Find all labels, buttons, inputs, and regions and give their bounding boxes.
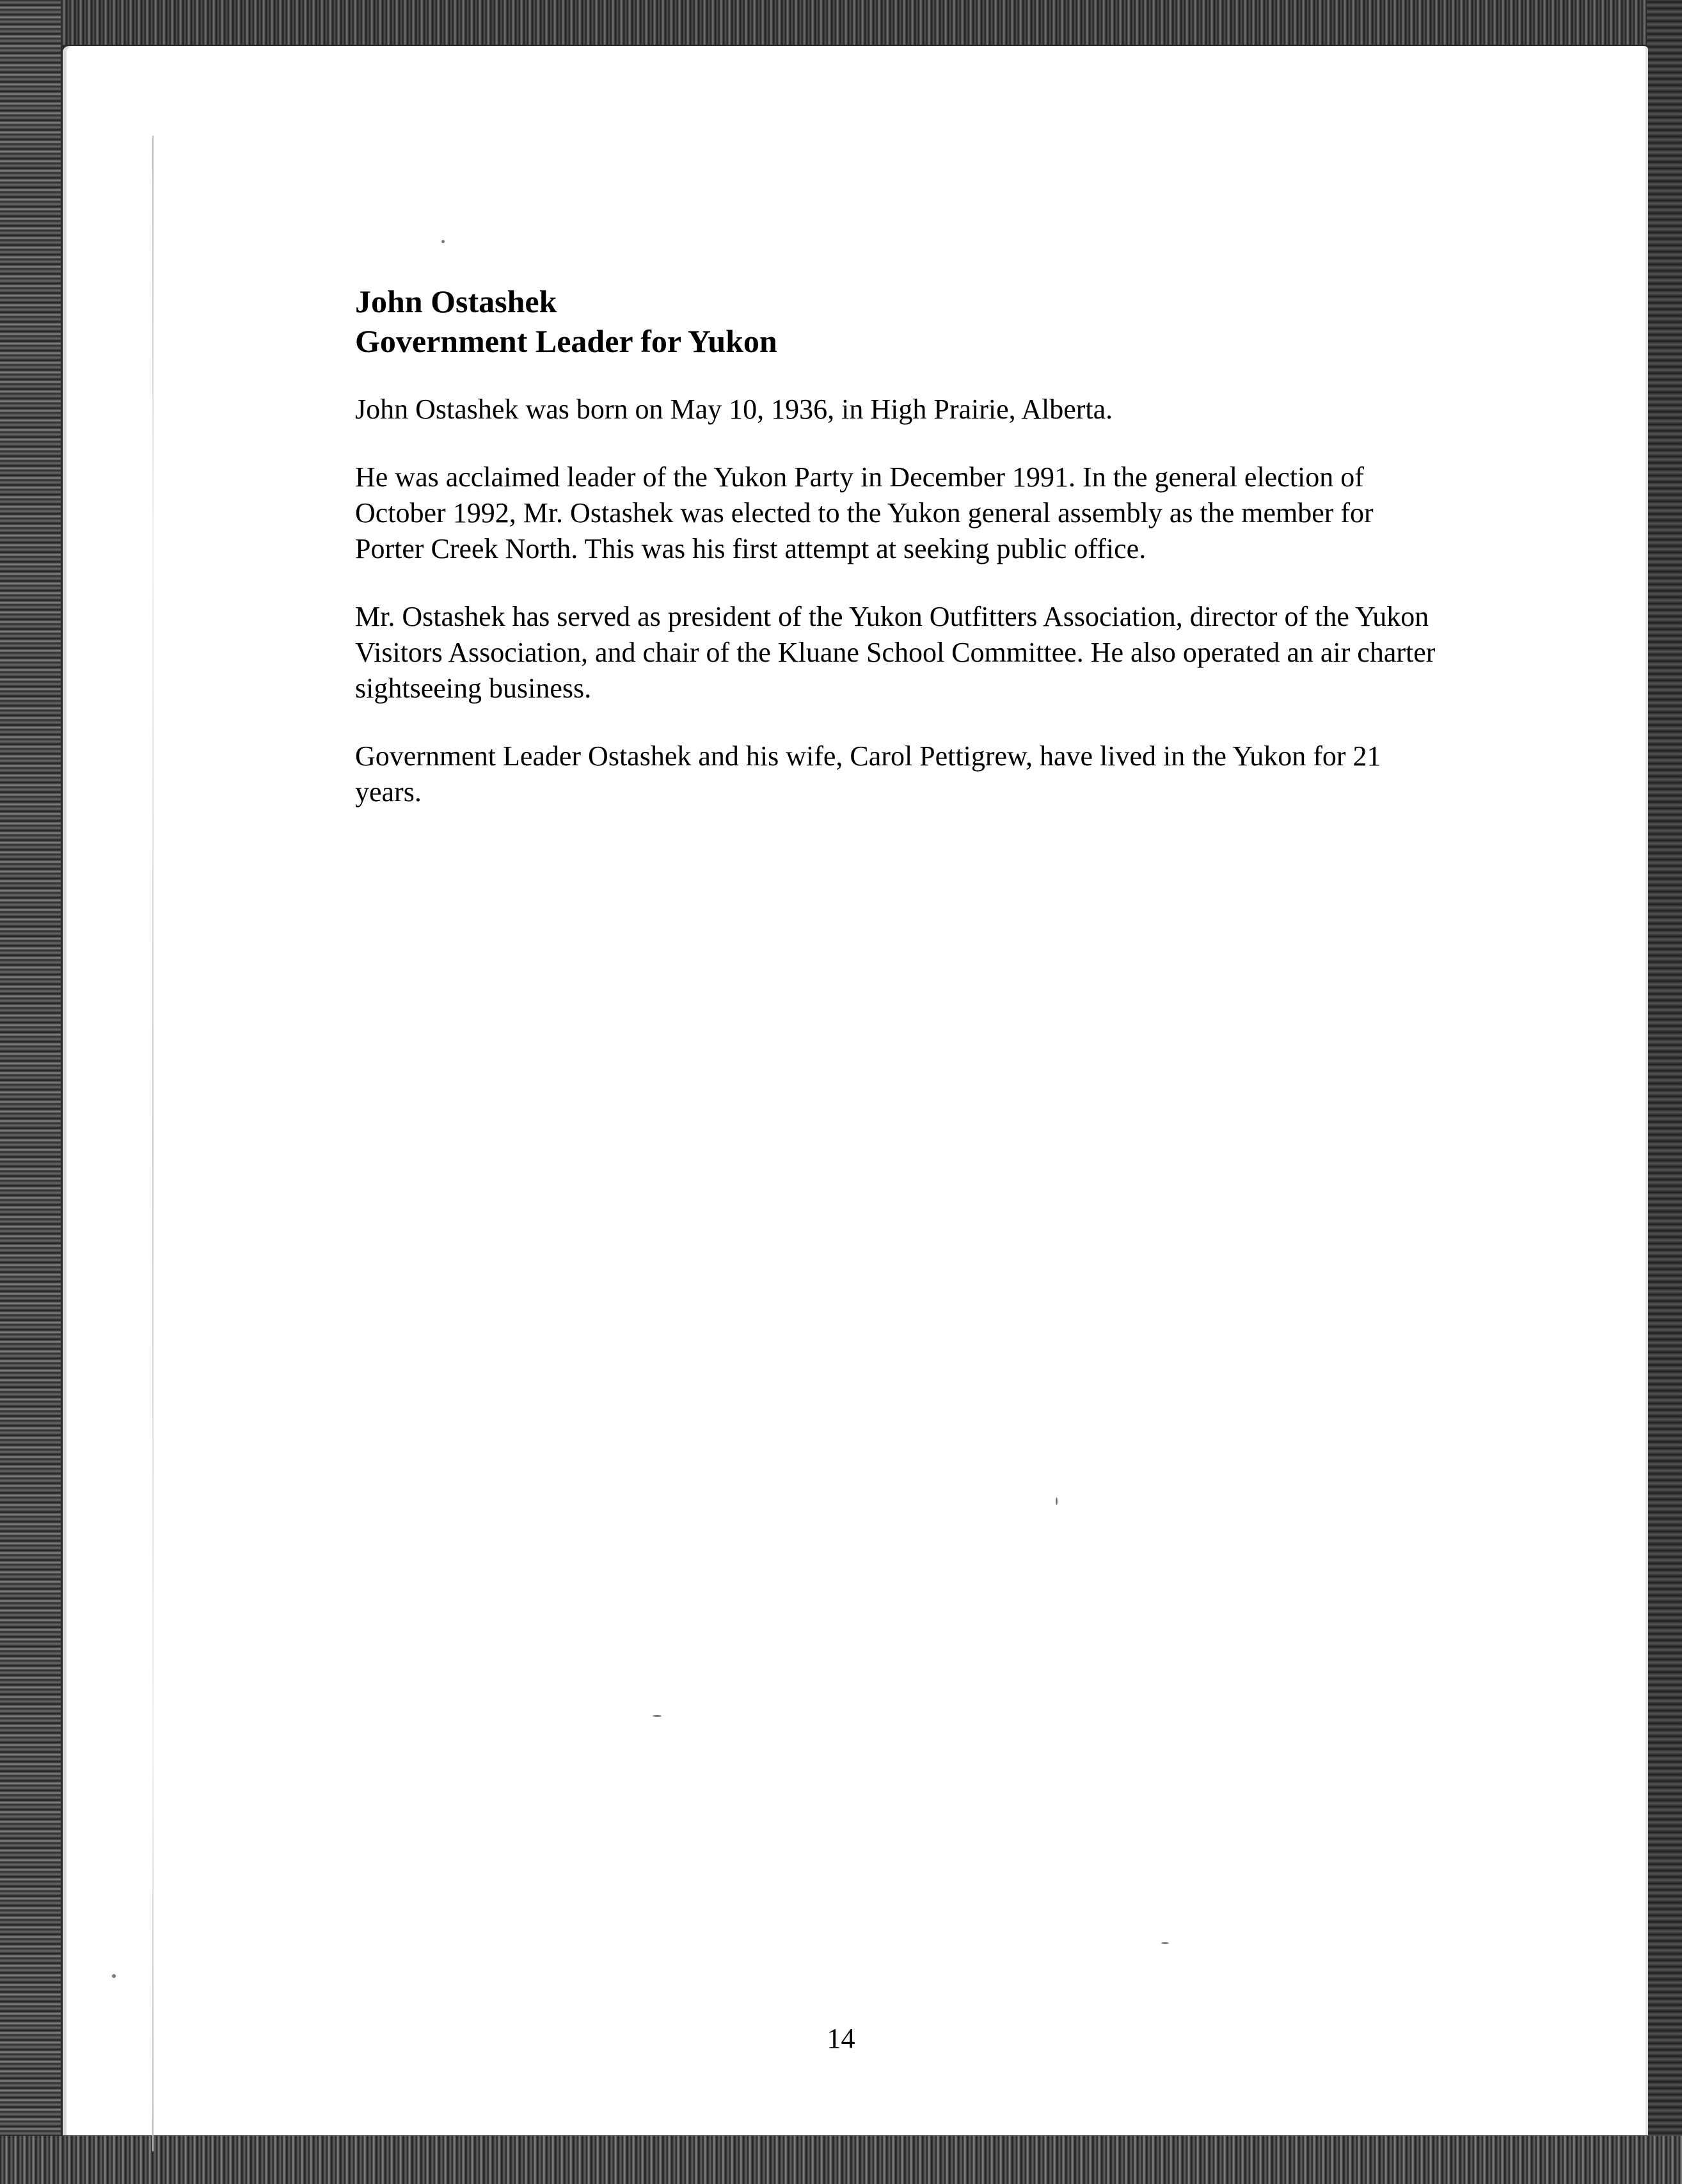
scan-border-right <box>1647 0 1682 2184</box>
scan-border-bottom <box>0 2136 1682 2184</box>
scan-speck <box>1056 1497 1058 1505</box>
bio-paragraph-family: Government Leader Ostashek and his wife, Carol Pettigrew, have lived in the Yukon for 21 years. <box>355 740 1381 808</box>
person-role-heading: Government Leader for Yukon <box>355 323 777 359</box>
scan-speck <box>441 240 445 243</box>
biography-section <box>355 282 1443 810</box>
person-name-heading: John Ostashek <box>355 283 557 319</box>
binding-shadow <box>152 136 154 2151</box>
scan-border-left <box>0 0 61 2184</box>
scan-speck <box>112 1974 116 1978</box>
bio-paragraph-associations: Mr. Ostashek has served as president of the Yukon Outfitters Association, director of the Yukon Visitors Association, and chair of the Kluane School Committee. He also operated an air charter sightseeing business. <box>355 601 1436 704</box>
scan-speck <box>1161 1942 1169 1944</box>
bio-paragraph-birth: John Ostashek was born on May 10, 1936, in High Prairie, Alberta. <box>355 394 1113 425</box>
bio-paragraph-career: He was acclaimed leader of the Yukon Party in December 1991. In the general election of October 1992, Mr. Ostashek was elected to the Yukon general assembly as the member for Porter Creek North. This was his first attempt at seeking public office. <box>355 461 1374 564</box>
scan-border-top <box>0 0 1682 45</box>
scan-speck <box>653 1715 662 1717</box>
page-number: 14 <box>827 2023 855 2054</box>
